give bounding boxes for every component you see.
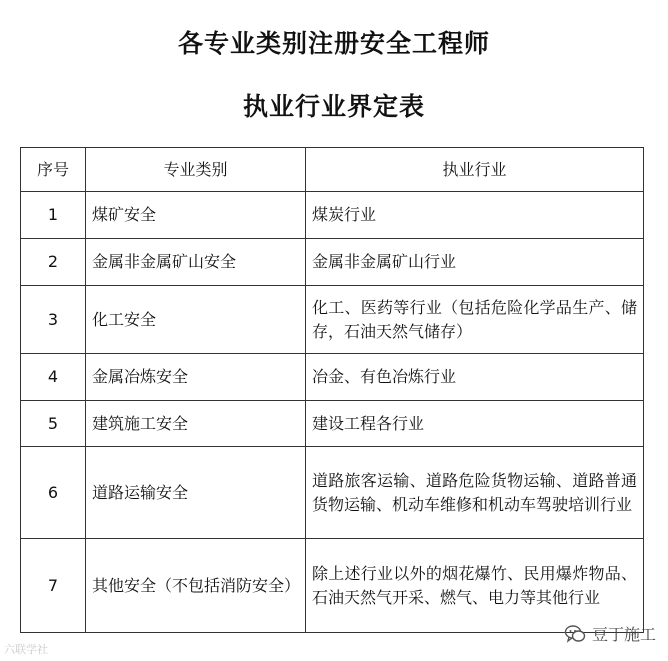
industry-definition-table: [20, 147, 644, 633]
row-no: 6: [21, 447, 86, 539]
table-row: [21, 286, 644, 354]
row-industry: [306, 354, 644, 401]
table-row: [21, 354, 644, 401]
row-industry: [306, 286, 644, 354]
wechat-icon: [564, 623, 586, 645]
row-industry: [306, 401, 644, 447]
table-row: [21, 192, 644, 239]
row-industry: [306, 239, 644, 286]
row-no: 2: [21, 239, 86, 286]
row-no: 1: [21, 192, 86, 239]
row-no: 4: [21, 354, 86, 401]
header-category: 专业类别: [86, 148, 306, 192]
row-no: 5: [21, 401, 86, 447]
watermark-right: [564, 622, 656, 645]
row-category: 化工安全: [86, 286, 306, 354]
row-industry: [306, 447, 644, 539]
table-row: [21, 239, 644, 286]
watermark-left: 六联学社: [4, 643, 48, 656]
row-category: 建筑施工安全: [86, 401, 306, 447]
row-industry-text: 煤炭行业: [312, 205, 377, 224]
table-row: [21, 401, 644, 447]
row-industry-text: 建设工程各行业: [312, 413, 425, 433]
row-industry-text: 道路旅客运输、道路危险货物运输、道路普通货物运输、机动车维修和机动车驾驶培训行业: [312, 470, 637, 514]
row-industry-text: 金属非金属矿山行业: [312, 252, 457, 271]
table-row: [21, 447, 644, 539]
row-category: 金属非金属矿山安全: [86, 239, 306, 286]
header-industry: 执业行业: [306, 148, 644, 192]
row-category: 其他安全（不包括消防安全）: [86, 539, 306, 633]
watermark-right-label: 豆丁施工: [591, 625, 656, 644]
row-industry-text: 冶金、有色冶炼行业: [312, 367, 457, 386]
row-no: 7: [21, 539, 86, 633]
row-industry: [306, 192, 644, 239]
table-row: [21, 539, 644, 633]
row-industry-text: 化工、医药等行业（包括危险化学品生产、储存，石油天然气储存）: [312, 297, 637, 341]
row-industry: [306, 539, 644, 633]
row-category: 金属冶炼安全: [86, 354, 306, 401]
row-category: 煤矿安全: [86, 192, 306, 239]
table-header-row: [21, 148, 644, 192]
row-category: 道路运输安全: [86, 447, 306, 539]
page-title: 各专业类别注册安全工程师: [177, 29, 490, 58]
row-no: 3: [21, 286, 86, 354]
page-subtitle: 执业行业界定表: [242, 92, 425, 121]
row-industry-text: 除上述行业以外的烟花爆竹、民用爆炸物品、石油天然气开采、燃气、电力等其他行业: [312, 563, 637, 607]
header-no: 序号: [21, 148, 86, 192]
